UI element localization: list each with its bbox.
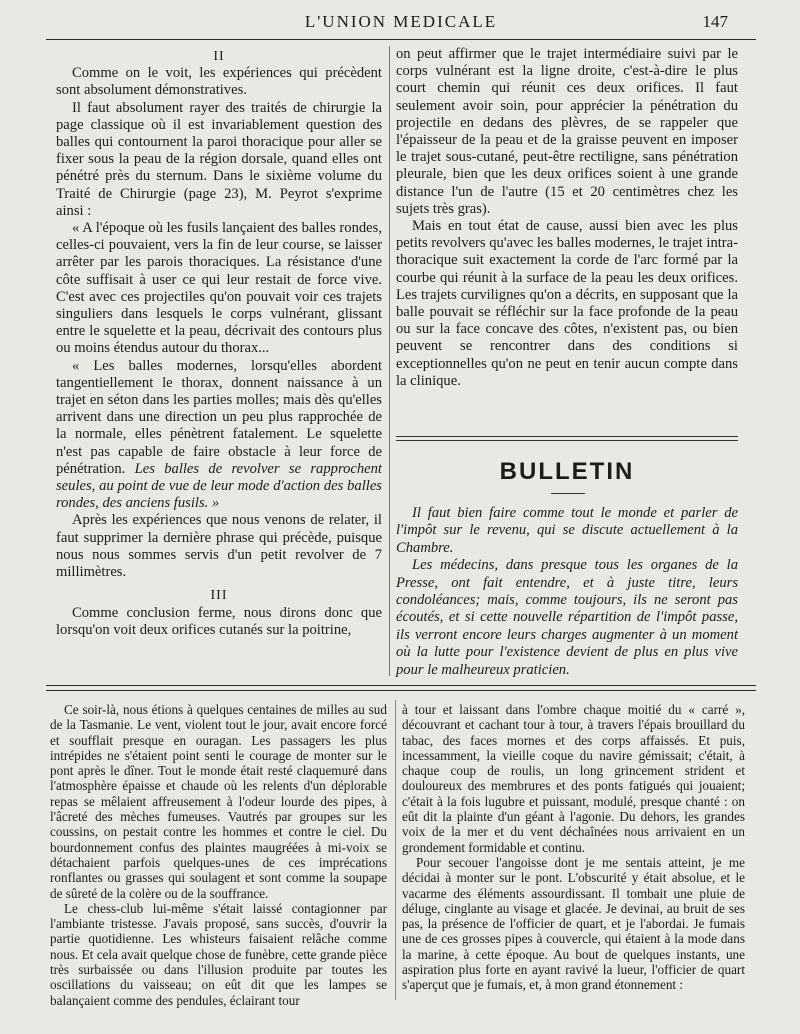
bulletin-title-underline (551, 493, 585, 494)
feuilleton-rule (46, 685, 756, 686)
feuilleton-paragraph: Ce soir-là, nous étions à quelques centaines de milles au sud de la Tasmanie. Le vent, violent tout le jour, avait encore forcé et soufflait presque en ouragan. Les passagers les plus intrépides ne s'étaient point senti le courage de monter sur le pont après le dîner. Tout le monde était resté claquemuré dans l'atmosphère épaisse et chaude où les relents d'un déplorable repas se mêlaient affreusement à l'odeur lourde des pipes, à l'âcreté des mèches fumeuses. Vautrés par groupes sur les coussins, on pestait contre les hommes et contre le ciel. Du bourdonnement confus des plaintes maugréées à mi-voix se détachaient parfois quelques-unes de ces imprécations ronflantes ou grasses qui soulagent et sont comme la soupape de sûreté de la colère ou de la souffrance. (50, 702, 387, 901)
bulletin-rule (396, 436, 738, 437)
bulletin-paragraph: Les médecins, dans presque tous les organes de la Presse, ont fait entendre, et à juste titre, leurs condoléances; mais, comme toujours, ils ne seront pas écoutés, et si cette nouvelle répartition de l'impôt passe, ils verront encore leurs charges augmenter à un moment où la lutte pour l'existence devient de plus en plus vive pour le malheureux praticien. (396, 557, 738, 678)
header-rule (46, 39, 756, 40)
bulletin-title: BULLETIN (499, 458, 635, 485)
quotation-italic-text: Les balles de revolver se rapprochent seules, au point de vue de leur mode d'action des balles rondes, des anciens fusils. » (56, 460, 382, 512)
paragraph: on peut affirmer que le trajet intermédiaire suivi par le corps vulnérant est la ligne droite, c'est-à-dire le plus court chemin qui réunit ces deux orifices. Il faut seulement avoir soin, pour apprécier la pénétration du projectile en dedans des plèvres, de se rappeler que l'épaisseur de la peau et de la graisse peuvent en imposer le trajet sous-cutané, peut-être rectiligne, sans pénétration pleurale, bien que les deux orifices soient à une grande distance l'un de l'autre (15 et 20 centimètres chez les sujets très gras). (396, 46, 738, 217)
quotation-text: « Les balles modernes, lorsqu'elles abordent tangentiellement le thorax, donnent naissance à un trajet en séton dans les parties molles; mais dès qu'elles arrivent dans une direction un peu plus rapprochée de la normale, elles pénètrent fatalement. Le squelette n'est pas capable de faire obstacle à leur force de pénétration. (56, 357, 382, 477)
paragraph: Il faut absolument rayer des traités de chirurgie la page classique où il est invariablement question des balles qui contournent la paroi thoracique pour aller se fixer sous la peau de la région dorsale, quand elles ont pénétré près du sternum. Dans le sixième volume du Traité de Chirurgie (page 23), M. Peyrot s'exprime ainsi : (56, 99, 382, 219)
paragraph: Comme conclusion ferme, nous dirons donc que lorsqu'on voit deux orifices cutanés sur la poitrine, (56, 604, 382, 638)
feuilleton-column-divider (395, 700, 396, 1000)
right-column (396, 46, 738, 390)
quotation-paragraph (56, 358, 382, 513)
feuilleton-paragraph: à tour et laissant dans l'ombre chaque moitié du « carré », découvrant et cachant tour à tour, à travers l'épais brouillard du tabac, des faces mornes et des corps affaissés. Et puis, incessamment, la vieille coque du navire gémissait; c'était, à chaque coup de roulis, un long grincement strident et douloureux des membrures et des ponts fatigués qui jouaient; c'était à la fois lugubre et puissant, modulé, presque chanté : on eût dit la plainte d'un géant à l'agonie. Du dehors, les grandes voix de la mer et du vent déchaînées nous arrivaient en un grondement formidable et continu. (402, 702, 745, 855)
bulletin-rule (396, 440, 738, 441)
section-heading-ii: II (213, 49, 225, 64)
paragraph: Comme on le voit, les expériences qui précèdent sont absolument démonstratives. (56, 65, 382, 99)
page-header (46, 10, 756, 38)
feuilleton-right-column (402, 702, 745, 993)
paragraph: Mais en tout état de cause, aussi bien avec les plus petits revolvers qu'avec les balles modernes, le trajet intra-thoracique suit exactement la corde de l'arc formé par la courbe qui réunit à la surface de la peau les deux orifices. Les trajets curvilignes qu'on a décrits, en supposant que la balle pouvait se réfléchir sur la face profonde de la peau ou sur la face concave des côtes, n'existent pas, ou bien peuvent se rencontrer dans des conditions si exceptionnelles qu'on ne peut en tenir aucun compte dans la clinique. (396, 218, 738, 389)
running-title: L'UNION MEDICALE (304, 12, 498, 31)
column-divider (389, 46, 390, 676)
left-column (56, 46, 382, 639)
page-number: 147 (702, 12, 728, 31)
quotation-paragraph: « A l'époque où les fusils lançaient des balles rondes, celles-ci pouvaient, vers la fin de leur course, se laisser arrêter par les parois thoraciques. La résistance d'une côte suffisait à user ce qui leur restait de force vive. C'est avec ces projectiles qu'on pouvait voir ces trajets singuliers dans lesquels le corps vulnérant, glissant entre le squelette et la peau, décrivait des contours plus ou moins étendus autour du thorax... (56, 220, 382, 357)
feuilleton-paragraph: Pour secouer l'angoisse dont je me sentais atteint, je me décidai à monter sur le pont. L'obscurité y était absolue, et le vacarme des éléments assourdissant. Il tombait une pluie de déluge, cinglante au visage et glacée. Je devinai, au bruit de ses pas, la présence de l'officier de quart, et je l'abordai. Je fumais une de ces grosses pipes à couvercle, qui étaient à la mode dans la marine, à cette époque. Au bout de quelques instants, une aspiration plus forte en ayant ravivé la lueur, l'officier de quart s'aperçut que je fumais, et, à mon grand étonnement : (402, 854, 745, 993)
bulletin-paragraph: Il faut bien faire comme tout le monde et parler de l'impôt sur le revenu, qui se discute actuellement à la Chambre. (396, 505, 738, 556)
feuilleton-left-column (50, 702, 387, 1008)
feuilleton-rule (46, 690, 756, 691)
bulletin-body (396, 505, 738, 679)
section-heading-iii: III (210, 588, 228, 604)
paragraph: Après les expériences que nous venons de relater, il faut supprimer la dernière phrase qui précède, puisque nous nous sommes servis d'un petit revolver de 7 millimètres. (56, 512, 382, 581)
feuilleton-paragraph: Le chess-club lui-même s'était laissé contagionner par l'ambiante tristesse. J'avais proposé, sans succès, d'ouvrir la partie quotidienne. Les whisteurs faisaient relâche comme nous. Et cela avait quelque chose de funèbre, cette grande pièce très surbaissée ou dans l'illusion produite par toutes les oscillations du vaisseau; on eût dit que les lampes se balançaient comme des pendules, éclairant tour (50, 900, 387, 1008)
